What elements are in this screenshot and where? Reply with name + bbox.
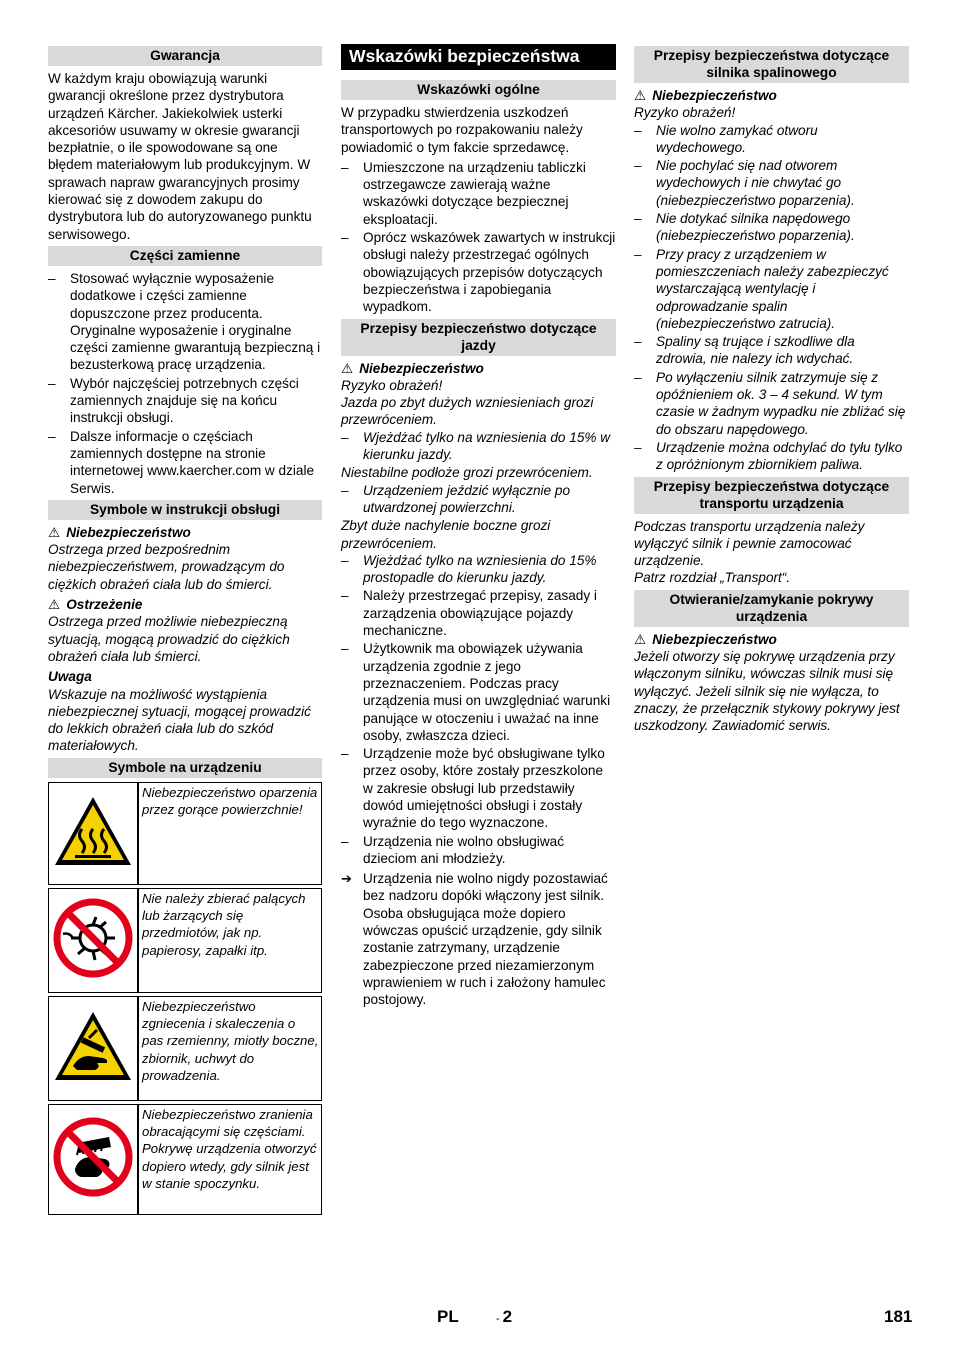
page-footer bbox=[0, 1306, 954, 1330]
list-item: – Wjeżdżać tylko na wzniesienia do 15% prostopadle do kierunku jazdy. bbox=[341, 552, 616, 587]
list-item: – Nie pochylać się nad otworem wydechowych i nie chwytać go (niebezpieczeństwo poparzenia). bbox=[634, 157, 909, 209]
warranty-text: W każdym kraju obowiązują warunki gwarancji określone przez dystrybutora urządzeń Kärcher. Jakiekolwiek usterki akcesoriów usuwamy w okresie gwarancji bezpłatnie, o ile spowodowane są one błędem materiałowym lub produkcyjnym. W sprawach napraw gwarancyjnych prosimy kierować się z dowodem zakupu do dystrybutora lub do autoryzowanego punktu serwisowego. bbox=[48, 71, 312, 242]
spare-parts-heading: Części zamienne bbox=[48, 246, 322, 266]
symbol-description: Niebezpieczeństwo zranienia obracającymi się częściami. Pokrywę urządzenia otworzyć dopiero wtedy, gdy silnik jest w stanie spoczynku. bbox=[138, 1104, 322, 1215]
warning-triangle-icon: ⚠ bbox=[48, 597, 61, 613]
warning-triangle-icon: ⚠ bbox=[341, 360, 354, 376]
table-row bbox=[48, 782, 322, 885]
warranty-heading: Gwarancja bbox=[48, 46, 322, 66]
table-row bbox=[48, 1104, 322, 1215]
tip-over-list bbox=[341, 429, 616, 464]
arrow-right-icon: ➔ bbox=[341, 871, 352, 887]
device-symbols-table bbox=[48, 779, 322, 1218]
table-row bbox=[48, 996, 322, 1101]
transport-reference: Patrz rozdział „Transport“. bbox=[634, 570, 791, 586]
cover-heading: Otwieranie/zamykanie pokrywy urządzenia bbox=[634, 590, 909, 627]
unstable-ground-text: Niestabilne podłoże grozi przewróceniem. bbox=[341, 465, 593, 481]
list-item: – Należy przestrzegać przepisy, zasady i zarządzenia obowiązujące pojazdy mechaniczne. bbox=[341, 587, 616, 639]
column-right bbox=[634, 44, 909, 738]
list-item: – Urządzenie można odchylać do tyłu tylko z opróżnionym zbiornikiem paliwa. bbox=[634, 439, 909, 474]
warning-triangle-icon: ⚠ bbox=[634, 88, 647, 103]
list-item: – Spaliny są trujące i szkodliwe dla zdrowia, nie nalezy ich wdychać. bbox=[634, 333, 909, 368]
arrow-instruction: ➔ Urządzenia nie wolno nigdy pozostawiać bez nadzoru dopóki włączony jest silnik. Osoba obsługująca może dopiero wówczas opuścić urządzenie, gdy silnik zostanie zatrzymany, urządzenie zabezpieczone przed niezamierzonym wprawieniem w ruch i założony hamulec postojowy. bbox=[341, 871, 608, 1008]
driving-list bbox=[341, 552, 616, 867]
warning-label: ⚠ Ostrzeżenie bbox=[48, 597, 143, 613]
column-left bbox=[48, 44, 322, 1218]
engine-list bbox=[634, 122, 909, 474]
list-item: – Nie dotykać silnika napędowego (niebezpieczeństwo poparzenia). bbox=[634, 210, 909, 245]
danger-label: ⚠ Niebezpieczeństwo bbox=[48, 524, 191, 540]
list-item: – Umieszczone na urządzeniu tabliczki ostrzegawcze zawierają ważne wskazówki dotyczące bezpiecznej eksploatacji. bbox=[341, 159, 616, 228]
risk-text: Ryzyko obrażeń! bbox=[341, 377, 443, 393]
unstable-ground-list bbox=[341, 482, 616, 517]
column-middle bbox=[341, 44, 616, 1012]
general-safety-heading: Wskazówki ogólne bbox=[341, 80, 616, 100]
cover-text: Jeżeli otworzy się pokrywę urządzenia przy włączonym silniku, wówczas silnik musi się wyłączyć. Jeżeli silnik się nie wyłącza, to znaczy, że przełącznik stykowy pokrywy jest uszkodzony. Zawiadomić serwis. bbox=[634, 649, 900, 734]
caution-description: Wskazuje na możliwość wystąpienia niebezpiecznej sytuacji, mogącej prowadzić do lekkich obrażeń ciała lub do szkód materiałowych. bbox=[48, 686, 311, 754]
list-item: – Urządzenia nie wolno obsługiwać dzieciom ani młodzieży. bbox=[341, 833, 616, 868]
device-symbols-heading: Symbole na urządzeniu bbox=[48, 758, 322, 778]
local-page-number: - 2 bbox=[496, 1307, 513, 1326]
driving-safety-heading: Przepisy bezpieczeństwo dotyczące jazdy bbox=[341, 319, 616, 356]
table-row bbox=[48, 888, 322, 993]
transport-safety-heading: Przepisy bezpieczeństwa dotyczące transportu urządzenia bbox=[634, 477, 909, 514]
no-reach-rotating-parts-icon bbox=[48, 1104, 138, 1215]
symbol-description: Niebezpieczeństwo zgniecenia i skaleczenia o pas rzemienny, miotły boczne, zbiornik, uchwyt do prowadzenia. bbox=[138, 996, 322, 1101]
list-item: – Oprócz wskazówek zawartych w instrukcji obsługi należy przestrzegać ogólnych obowiązujących przepisów dotyczących bezpieczeństwa i zapobiegania wypadkom. bbox=[341, 229, 616, 315]
list-item: – Przy pracy z urządzeniem w pomieszczeniach należy zabezpieczyć wystarczającą wentylację i odprowadzanie spalin (niebezpieczeństwo zatrucia). bbox=[634, 246, 909, 332]
symbol-description: Nie należy zbierać palących lub żarzących się przedmiotów, jak np. papierosy, zapałki itp. bbox=[138, 888, 322, 993]
manual-symbols-heading: Symbole w instrukcji obsługi bbox=[48, 500, 322, 520]
transport-text: Podczas transportu urządzenia należy wyłączyć silnik i pewnie zamocować urządzenie. bbox=[634, 518, 865, 569]
language-code: PL bbox=[437, 1307, 459, 1326]
warning-description: Ostrzega przed możliwie niebezpieczną sytuacją, mogącą prowadzić do ciężkich obrażeń ciała lub śmierci. bbox=[48, 614, 290, 664]
side-slope-text: Zbyt duże nachylenie boczne grozi przewróceniem. bbox=[341, 518, 551, 551]
danger-description: Ostrzega przed bezpośrednim niebezpieczeństwem, prowadzącym do ciężkich obrażeń ciała lub do śmierci. bbox=[48, 542, 285, 592]
list-item: – Nie wolno zamykać otworu wydechowego. bbox=[634, 122, 909, 157]
general-list bbox=[341, 159, 616, 316]
list-item: – Stosować wyłącznie wyposażenie dodatkowe i części zamienne dopuszczone przez producenta. Oryginalne wyposażenie i oryginalne części zamienne gwarantują bezpieczną i bezusterkową pracę urządzenia. bbox=[48, 270, 322, 374]
danger-label: ⚠ Niebezpieczeństwo bbox=[634, 631, 777, 647]
no-burning-objects-icon bbox=[48, 888, 138, 993]
general-intro: W przypadku stwierdzenia uszkodzeń transportowych po rozpakowaniu należy powiadomić o tym fakcie sprzedawcę. bbox=[341, 105, 583, 155]
caution-label: Uwaga bbox=[48, 669, 92, 685]
symbol-description: Niebezpieczeństwo oparzenia przez gorące powierzchnie! bbox=[138, 782, 322, 885]
list-item: – Urządzenie może być obsługiwane tylko przez osoby, które zostały przeszkolone w zakresie obsługi lub przedstawiły dowód umiejętności obsługi i zostały wyraźnie do tego wyznaczone. bbox=[341, 745, 616, 831]
risk-text: Ryzyko obrażeń! bbox=[634, 105, 736, 121]
list-item: – Urządzeniem jeździć wyłącznie po utwardzonej powierzchni. bbox=[341, 482, 616, 517]
warning-triangle-icon: ⚠ bbox=[48, 524, 61, 540]
danger-label: ⚠ Niebezpieczeństwo bbox=[341, 360, 484, 376]
page-number: 181 bbox=[884, 1307, 913, 1326]
list-item: – Wybór najczęściej potrzebnych części zamiennych znajduje się na końcu instrukcji obsługi. bbox=[48, 375, 322, 427]
chapter-title: Wskazówki bezpieczeństwa bbox=[341, 44, 616, 70]
list-item: – Użytkownik ma obowiązek używania urządzenia zgodnie z jego przeznaczeniem. Podczas pracy urządzenia musi on uwzględniać warunki panujące w otoczeniu i uważać na inne osoby, zwłaszcza dzieci. bbox=[341, 640, 616, 744]
warning-triangle-icon: ⚠ bbox=[634, 631, 647, 647]
hot-surface-warning-icon bbox=[48, 782, 138, 885]
list-item: – Wjeżdżać tylko na wzniesienia do 15% w kierunku jazdy. bbox=[341, 429, 616, 464]
list-item: – Po wyłączeniu silnik zatrzymuje się z opóźnieniem ok. 3 – 4 sekund. W tym czasie w żadnym wypadku nie zbliżać się do obszaru napędowego. bbox=[634, 369, 909, 438]
list-item: – Dalsze informacje o częściach zamiennych dostępne na stronie internetowej www.kaercher.com w dziale Serwis. bbox=[48, 428, 322, 497]
danger-label: ⚠ Niebezpieczeństwo bbox=[634, 88, 777, 103]
tip-over-text: Jazda po zbyt dużych wzniesieniach grozi przewróceniem. bbox=[341, 395, 594, 428]
crushing-hazard-icon bbox=[48, 996, 138, 1101]
spare-parts-list bbox=[48, 270, 322, 497]
engine-safety-heading: Przepisy bezpieczeństwa dotyczące silnika spalinowego bbox=[634, 46, 909, 83]
